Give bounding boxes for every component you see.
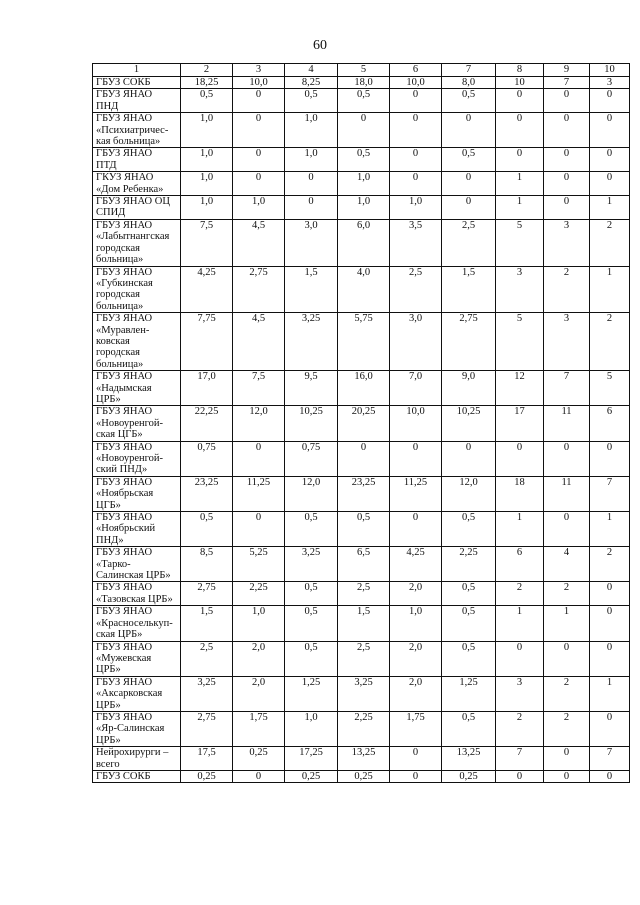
table-row	[93, 711, 630, 746]
value-cell-col-5: 1,5	[338, 606, 390, 641]
value-cell-col-6: 1,0	[390, 606, 442, 641]
value-cell-col-6: 10,0	[390, 77, 442, 89]
value-cell-col-2: 1,0	[181, 196, 233, 220]
value-cell-col-2: 17,5	[181, 747, 233, 771]
institution-name-cell: ГКУЗ ЯНАО «Дом Ребенка»	[93, 172, 181, 196]
institution-name-cell: ГБУЗ ЯНАО «Новоуренгой- ский ПНД»	[93, 441, 181, 476]
value-cell-col-2: 7,75	[181, 313, 233, 371]
value-cell-col-10: 0	[590, 606, 630, 641]
table-row	[93, 371, 630, 406]
value-cell-col-3: 2,25	[233, 582, 285, 606]
value-cell-col-5: 6,0	[338, 219, 390, 266]
value-cell-col-3: 4,5	[233, 219, 285, 266]
value-cell-col-4: 9,5	[285, 371, 338, 406]
value-cell-col-10: 1	[590, 676, 630, 711]
institution-name-cell: ГБУЗ ЯНАО «Ноябрьская ЦГБ»	[93, 476, 181, 511]
value-cell-col-8: 1	[496, 196, 544, 220]
value-cell-col-6: 2,0	[390, 582, 442, 606]
value-cell-col-10: 2	[590, 219, 630, 266]
value-cell-col-3: 4,5	[233, 313, 285, 371]
value-cell-col-2: 2,75	[181, 711, 233, 746]
value-cell-col-7: 0	[442, 441, 496, 476]
value-cell-col-4: 1,5	[285, 266, 338, 313]
value-cell-col-6: 7,0	[390, 371, 442, 406]
institution-name-cell: ГБУЗ ЯНАО «Аксарковская ЦРБ»	[93, 676, 181, 711]
institution-name-cell: ГБУЗ ЯНАО ПНД	[93, 89, 181, 113]
value-cell-col-5: 18,0	[338, 77, 390, 89]
value-cell-col-8: 2	[496, 582, 544, 606]
value-cell-col-9: 0	[544, 148, 590, 172]
value-cell-col-5: 0,5	[338, 512, 390, 547]
value-cell-col-9: 0	[544, 196, 590, 220]
value-cell-col-4: 0,5	[285, 512, 338, 547]
value-cell-col-6: 0	[390, 148, 442, 172]
value-cell-col-10: 1	[590, 266, 630, 313]
value-cell-col-3: 0	[233, 113, 285, 148]
value-cell-col-9: 4	[544, 547, 590, 582]
institution-name-cell: ГБУЗ ЯНАО «Ноябрьский ПНД»	[93, 512, 181, 547]
value-cell-col-4: 0,5	[285, 89, 338, 113]
institution-name-cell: ГБУЗ ЯНАО «Красноселькуп- ская ЦРБ»	[93, 606, 181, 641]
value-cell-col-9: 2	[544, 676, 590, 711]
table-row	[93, 219, 630, 266]
value-cell-col-6: 0	[390, 89, 442, 113]
staffing-table	[92, 63, 630, 783]
value-cell-col-9: 2	[544, 582, 590, 606]
value-cell-col-10: 0	[590, 89, 630, 113]
table-row	[93, 606, 630, 641]
table-row	[93, 641, 630, 676]
column-header-2: 2	[181, 64, 233, 77]
value-cell-col-3: 1,0	[233, 606, 285, 641]
value-cell-col-6: 11,25	[390, 476, 442, 511]
value-cell-col-8: 5	[496, 219, 544, 266]
value-cell-col-7: 2,75	[442, 313, 496, 371]
value-cell-col-9: 11	[544, 476, 590, 511]
value-cell-col-10: 0	[590, 172, 630, 196]
table-row	[93, 676, 630, 711]
value-cell-col-9: 0	[544, 89, 590, 113]
value-cell-col-2: 2,5	[181, 641, 233, 676]
value-cell-col-3: 0	[233, 770, 285, 782]
value-cell-col-5: 1,0	[338, 172, 390, 196]
value-cell-col-10: 3	[590, 77, 630, 89]
value-cell-col-3: 1,75	[233, 711, 285, 746]
table-row	[93, 747, 630, 771]
value-cell-col-2: 0,5	[181, 89, 233, 113]
value-cell-col-6: 2,0	[390, 641, 442, 676]
value-cell-col-7: 9,0	[442, 371, 496, 406]
value-cell-col-7: 10,25	[442, 406, 496, 441]
institution-name-cell: Нейрохирурги – всего	[93, 747, 181, 771]
column-header-9: 9	[544, 64, 590, 77]
value-cell-col-5: 5,75	[338, 313, 390, 371]
value-cell-col-4: 10,25	[285, 406, 338, 441]
value-cell-col-4: 0,25	[285, 770, 338, 782]
table-row	[93, 148, 630, 172]
value-cell-col-5: 20,25	[338, 406, 390, 441]
value-cell-col-5: 4,0	[338, 266, 390, 313]
value-cell-col-6: 1,75	[390, 711, 442, 746]
value-cell-col-4: 3,0	[285, 219, 338, 266]
value-cell-col-8: 1	[496, 512, 544, 547]
value-cell-col-10: 0	[590, 441, 630, 476]
value-cell-col-9: 11	[544, 406, 590, 441]
value-cell-col-5: 13,25	[338, 747, 390, 771]
value-cell-col-6: 0	[390, 512, 442, 547]
value-cell-col-2: 0,25	[181, 770, 233, 782]
value-cell-col-9: 1	[544, 606, 590, 641]
value-cell-col-9: 0	[544, 172, 590, 196]
institution-name-cell: ГБУЗ ЯНАО ОЦ СПИД	[93, 196, 181, 220]
table-row	[93, 113, 630, 148]
value-cell-col-8: 10	[496, 77, 544, 89]
value-cell-col-4: 1,25	[285, 676, 338, 711]
value-cell-col-8: 0	[496, 89, 544, 113]
value-cell-col-10: 0	[590, 113, 630, 148]
value-cell-col-8: 2	[496, 711, 544, 746]
table-row	[93, 476, 630, 511]
value-cell-col-8: 6	[496, 547, 544, 582]
value-cell-col-9: 2	[544, 266, 590, 313]
column-header-8: 8	[496, 64, 544, 77]
value-cell-col-4: 3,25	[285, 547, 338, 582]
table-row	[93, 406, 630, 441]
value-cell-col-7: 0,5	[442, 512, 496, 547]
value-cell-col-6: 3,0	[390, 313, 442, 371]
value-cell-col-6: 0	[390, 747, 442, 771]
value-cell-col-9: 0	[544, 770, 590, 782]
value-cell-col-4: 0,5	[285, 641, 338, 676]
table-row	[93, 77, 630, 89]
value-cell-col-5: 2,25	[338, 711, 390, 746]
value-cell-col-4: 12,0	[285, 476, 338, 511]
value-cell-col-9: 0	[544, 747, 590, 771]
page-number: 60	[313, 38, 327, 53]
institution-name-cell: ГБУЗ СОКБ	[93, 770, 181, 782]
value-cell-col-3: 0	[233, 89, 285, 113]
value-cell-col-10: 5	[590, 371, 630, 406]
table-row	[93, 770, 630, 782]
institution-name-cell: ГБУЗ ЯНАО «Новоуренгой- ская ЦГБ»	[93, 406, 181, 441]
institution-name-cell: ГБУЗ ЯНАО «Мужевская ЦРБ»	[93, 641, 181, 676]
institution-name-cell: ГБУЗ ЯНАО «Тазовская ЦРБ»	[93, 582, 181, 606]
value-cell-col-3: 0	[233, 172, 285, 196]
value-cell-col-9: 7	[544, 371, 590, 406]
column-header-5: 5	[338, 64, 390, 77]
column-header-10: 10	[590, 64, 630, 77]
value-cell-col-2: 8,5	[181, 547, 233, 582]
value-cell-col-5: 16,0	[338, 371, 390, 406]
value-cell-col-2: 0,5	[181, 512, 233, 547]
value-cell-col-8: 0	[496, 641, 544, 676]
institution-name-cell: ГБУЗ ЯНАО «Губкинская городская больница»	[93, 266, 181, 313]
institution-name-cell: ГБУЗ ЯНАО «Психиатричес- кая больница»	[93, 113, 181, 148]
value-cell-col-10: 0	[590, 711, 630, 746]
value-cell-col-7: 12,0	[442, 476, 496, 511]
value-cell-col-10: 0	[590, 641, 630, 676]
value-cell-col-3: 7,5	[233, 371, 285, 406]
value-cell-col-10: 1	[590, 196, 630, 220]
table-row	[93, 313, 630, 371]
value-cell-col-7: 1,5	[442, 266, 496, 313]
table-row	[93, 266, 630, 313]
institution-name-cell: ГБУЗ СОКБ	[93, 77, 181, 89]
value-cell-col-3: 0	[233, 441, 285, 476]
value-cell-col-6: 0	[390, 113, 442, 148]
value-cell-col-4: 1,0	[285, 711, 338, 746]
value-cell-col-6: 4,25	[390, 547, 442, 582]
column-header-7: 7	[442, 64, 496, 77]
value-cell-col-10: 7	[590, 747, 630, 771]
value-cell-col-6: 2,5	[390, 266, 442, 313]
value-cell-col-3: 12,0	[233, 406, 285, 441]
value-cell-col-6: 2,0	[390, 676, 442, 711]
institution-name-cell: ГБУЗ ЯНАО «Надымская ЦРБ»	[93, 371, 181, 406]
table-row	[93, 547, 630, 582]
value-cell-col-7: 0,5	[442, 582, 496, 606]
value-cell-col-7: 0,5	[442, 148, 496, 172]
value-cell-col-9: 0	[544, 113, 590, 148]
value-cell-col-4: 0,75	[285, 441, 338, 476]
value-cell-col-3: 5,25	[233, 547, 285, 582]
column-header-4: 4	[285, 64, 338, 77]
institution-name-cell: ГБУЗ ЯНАО «Муравлен- ковская городская больница»	[93, 313, 181, 371]
value-cell-col-10: 7	[590, 476, 630, 511]
value-cell-col-7: 0	[442, 172, 496, 196]
value-cell-col-5: 0,25	[338, 770, 390, 782]
value-cell-col-9: 3	[544, 313, 590, 371]
value-cell-col-8: 7	[496, 747, 544, 771]
value-cell-col-10: 6	[590, 406, 630, 441]
value-cell-col-3: 0	[233, 148, 285, 172]
value-cell-col-6: 0	[390, 770, 442, 782]
value-cell-col-2: 2,75	[181, 582, 233, 606]
value-cell-col-8: 18	[496, 476, 544, 511]
value-cell-col-3: 2,0	[233, 641, 285, 676]
value-cell-col-7: 2,25	[442, 547, 496, 582]
table-row	[93, 582, 630, 606]
value-cell-col-4: 3,25	[285, 313, 338, 371]
value-cell-col-5: 1,0	[338, 196, 390, 220]
table-row	[93, 172, 630, 196]
value-cell-col-7: 0,25	[442, 770, 496, 782]
value-cell-col-6: 0	[390, 441, 442, 476]
value-cell-col-2: 4,25	[181, 266, 233, 313]
value-cell-col-5: 0,5	[338, 148, 390, 172]
value-cell-col-8: 17	[496, 406, 544, 441]
value-cell-col-5: 2,5	[338, 641, 390, 676]
value-cell-col-10: 1	[590, 512, 630, 547]
value-cell-col-8: 1	[496, 172, 544, 196]
value-cell-col-7: 0,5	[442, 711, 496, 746]
value-cell-col-4: 17,25	[285, 747, 338, 771]
value-cell-col-7: 8,0	[442, 77, 496, 89]
value-cell-col-8: 1	[496, 606, 544, 641]
value-cell-col-5: 0	[338, 441, 390, 476]
value-cell-col-9: 0	[544, 441, 590, 476]
value-cell-col-3: 2,0	[233, 676, 285, 711]
value-cell-col-2: 22,25	[181, 406, 233, 441]
value-cell-col-5: 0	[338, 113, 390, 148]
value-cell-col-3: 2,75	[233, 266, 285, 313]
value-cell-col-3: 0,25	[233, 747, 285, 771]
value-cell-col-5: 3,25	[338, 676, 390, 711]
institution-name-cell: ГБУЗ ЯНАО «Тарко- Салинская ЦРБ»	[93, 547, 181, 582]
value-cell-col-9: 7	[544, 77, 590, 89]
table-row	[93, 512, 630, 547]
value-cell-col-7: 13,25	[442, 747, 496, 771]
value-cell-col-4: 1,0	[285, 148, 338, 172]
table-row	[93, 441, 630, 476]
value-cell-col-8: 3	[496, 266, 544, 313]
value-cell-col-4: 1,0	[285, 113, 338, 148]
value-cell-col-8: 0	[496, 113, 544, 148]
value-cell-col-9: 0	[544, 512, 590, 547]
value-cell-col-3: 11,25	[233, 476, 285, 511]
value-cell-col-2: 0,75	[181, 441, 233, 476]
value-cell-col-10: 2	[590, 547, 630, 582]
value-cell-col-10: 0	[590, 582, 630, 606]
value-cell-col-9: 3	[544, 219, 590, 266]
value-cell-col-7: 0,5	[442, 89, 496, 113]
value-cell-col-10: 2	[590, 313, 630, 371]
value-cell-col-3: 10,0	[233, 77, 285, 89]
value-cell-col-7: 0	[442, 113, 496, 148]
value-cell-col-2: 1,0	[181, 113, 233, 148]
value-cell-col-3: 0	[233, 512, 285, 547]
institution-name-cell: ГБУЗ ЯНАО «Лабытнангская городская больница»	[93, 219, 181, 266]
value-cell-col-2: 1,5	[181, 606, 233, 641]
value-cell-col-2: 17,0	[181, 371, 233, 406]
value-cell-col-8: 0	[496, 441, 544, 476]
value-cell-col-10: 0	[590, 148, 630, 172]
value-cell-col-7: 0	[442, 196, 496, 220]
institution-name-cell: ГБУЗ ЯНАО «Яр-Салинская ЦРБ»	[93, 711, 181, 746]
value-cell-col-4: 0,5	[285, 606, 338, 641]
value-cell-col-4: 8,25	[285, 77, 338, 89]
value-cell-col-6: 10,0	[390, 406, 442, 441]
value-cell-col-6: 3,5	[390, 219, 442, 266]
value-cell-col-8: 3	[496, 676, 544, 711]
value-cell-col-2: 23,25	[181, 476, 233, 511]
column-header-1: 1	[93, 64, 181, 77]
value-cell-col-5: 6,5	[338, 547, 390, 582]
value-cell-col-4: 0,5	[285, 582, 338, 606]
value-cell-col-3: 1,0	[233, 196, 285, 220]
table-row	[93, 196, 630, 220]
institution-name-cell: ГБУЗ ЯНАО ПТД	[93, 148, 181, 172]
value-cell-col-7: 2,5	[442, 219, 496, 266]
value-cell-col-6: 0	[390, 172, 442, 196]
value-cell-col-8: 0	[496, 148, 544, 172]
value-cell-col-8: 12	[496, 371, 544, 406]
value-cell-col-6: 1,0	[390, 196, 442, 220]
value-cell-col-7: 1,25	[442, 676, 496, 711]
value-cell-col-4: 0	[285, 196, 338, 220]
value-cell-col-5: 0,5	[338, 89, 390, 113]
value-cell-col-4: 0	[285, 172, 338, 196]
value-cell-col-10: 0	[590, 770, 630, 782]
value-cell-col-7: 0,5	[442, 641, 496, 676]
value-cell-col-5: 2,5	[338, 582, 390, 606]
value-cell-col-2: 7,5	[181, 219, 233, 266]
value-cell-col-8: 5	[496, 313, 544, 371]
table-header-row	[93, 64, 630, 77]
value-cell-col-8: 0	[496, 770, 544, 782]
value-cell-col-5: 23,25	[338, 476, 390, 511]
value-cell-col-2: 1,0	[181, 148, 233, 172]
value-cell-col-2: 1,0	[181, 172, 233, 196]
column-header-6: 6	[390, 64, 442, 77]
value-cell-col-2: 3,25	[181, 676, 233, 711]
table-row	[93, 89, 630, 113]
value-cell-col-9: 0	[544, 641, 590, 676]
column-header-3: 3	[233, 64, 285, 77]
value-cell-col-2: 18,25	[181, 77, 233, 89]
value-cell-col-9: 2	[544, 711, 590, 746]
value-cell-col-7: 0,5	[442, 606, 496, 641]
